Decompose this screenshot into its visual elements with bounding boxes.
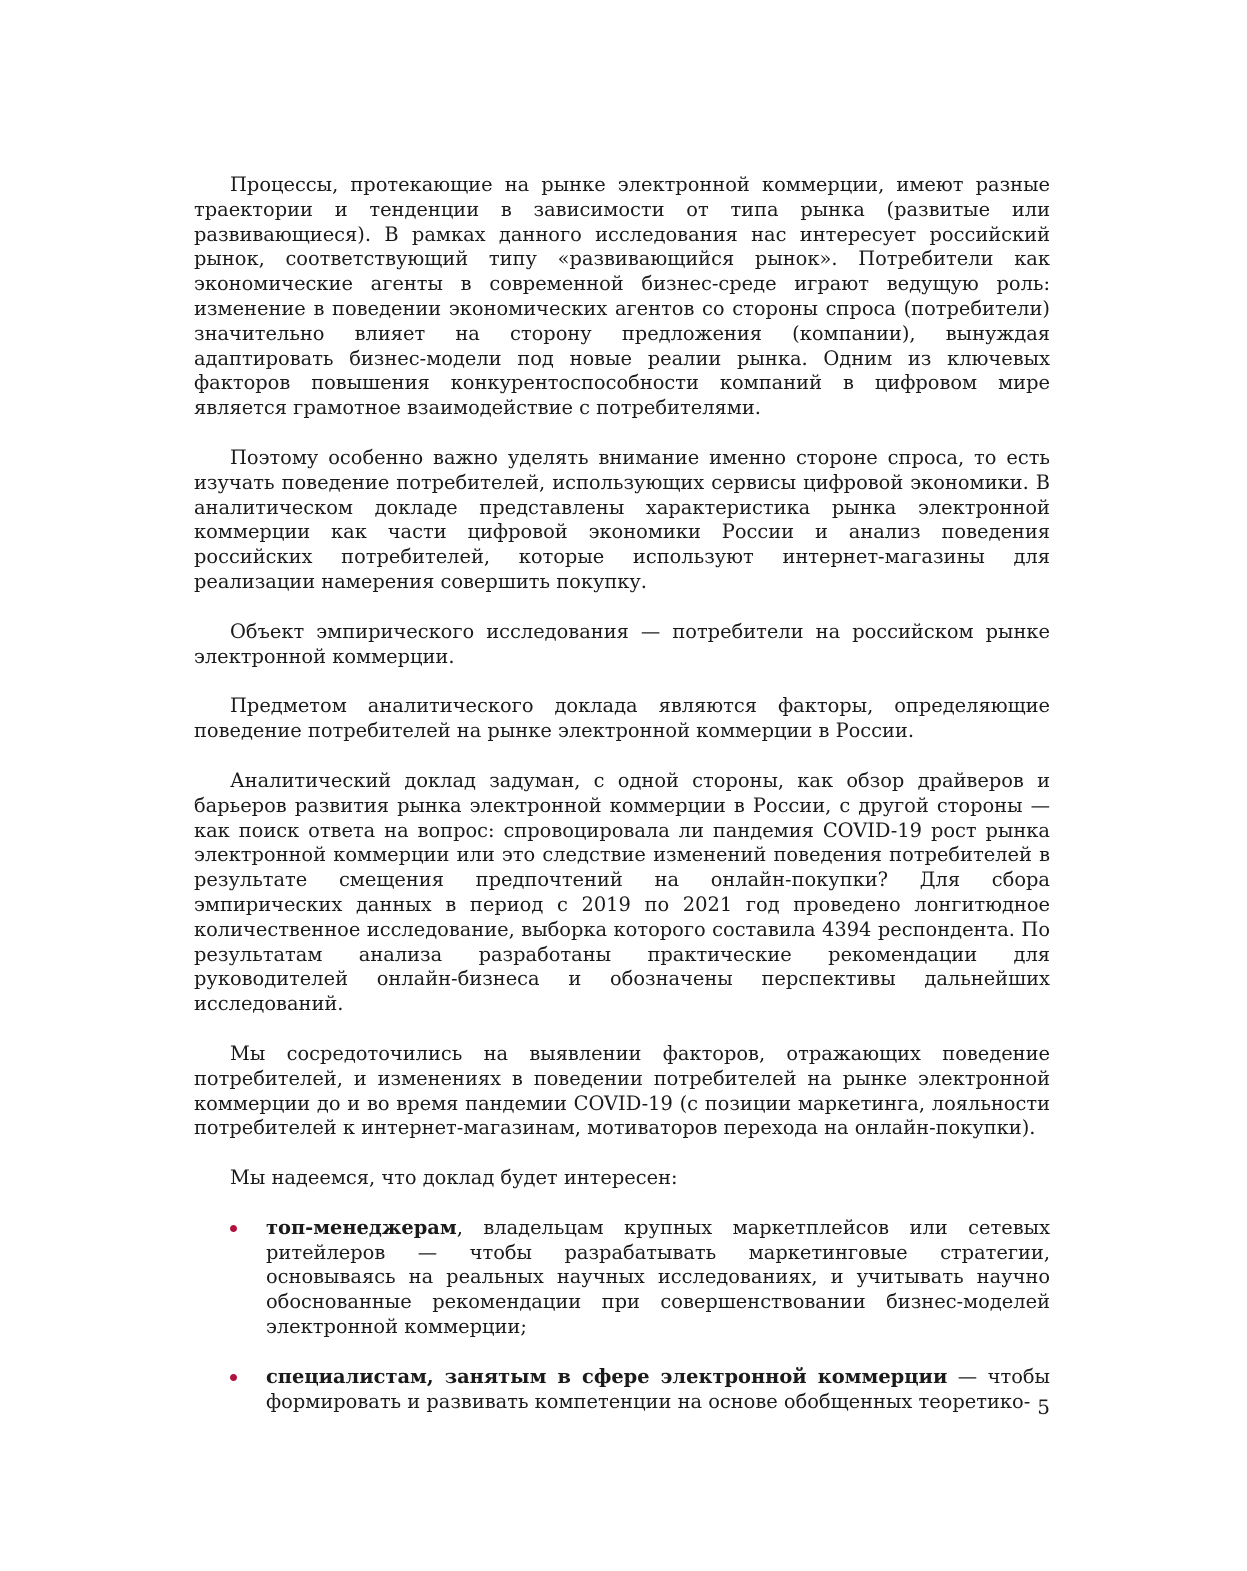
list-item-text: — чтобы формировать и развивать компетенции на основе обобщенных теоретико- — [266, 1364, 1050, 1413]
page-body — [194, 173, 1050, 1439]
bullet-dot-icon — [230, 1374, 237, 1381]
paragraph-intro: Процессы, протекающие на рынке электронной коммерции, имеют разные траектории и тенденции в зависимости от типа рынка (развитые или развивающиеся). В рамках данного исследования нас интересует российский рынок, соответствующий типу «развивающийся рынок». Потребители как экономические агенты в современной бизнес-среде играют ведущую роль: изменение в поведении экономических агентов со стороны спроса (потребители) значительно влияет на сторону предложения (компании), вынуждая адаптировать бизнес-модели под новые реалии рынка. Одним из ключевых факторов повышения конкурентоспособности компаний в цифровом мире является грамотное взаимодействие с потребителями. — [194, 173, 1050, 420]
audience-list — [194, 1216, 1050, 1415]
list-item — [194, 1365, 1050, 1415]
paragraph-report-concept: Аналитический доклад задуман, с одной стороны, как обзор драйверов и барьеров развития рынка электронной коммерции в России, с другой стороны — как поиск ответа на вопрос: спровоцировала ли пандемия COVID-19 рост рынка электронной коммерции или это следствие изменений поведения потребителей в результате смещения предпочтений на онлайн-покупки? Для сбора эмпирических данных в период с 2019 по 2021 год проведено лонгитюдное количественное исследование, выборка которого составила 4394 респондента. По результатам анализа разработаны практические рекомендации для руководителей онлайн-бизнеса и обозначены перспективы дальнейших исследований. — [194, 768, 1050, 1016]
list-item — [194, 1216, 1050, 1340]
paragraph-research-subject: Предметом аналитического доклада являются факторы, определяющие поведение потребителей на рынке электронной коммерции в России. — [194, 694, 1050, 743]
paragraph-demand-side: Поэтому особенно важно уделять внимание именно стороне спроса, то есть изучать поведение потребителей, использующих сервисы цифровой экономики. В аналитическом докладе представлены характеристика рынка электронной коммерции как части цифровой экономики России и анализ поведения российских потребителей, которые используют интернет-магазины для реализации намерения совершить покупку. — [194, 445, 1050, 593]
bullet-dot-icon — [230, 1225, 237, 1232]
paragraph-audience-intro: Мы надеемся, что доклад будет интересен: — [230, 1166, 678, 1190]
paragraph-research-object: Объект эмпирического исследования — потребители на российском рынке электронной коммерции. — [194, 619, 1050, 668]
page-number: 5 — [1037, 1395, 1050, 1419]
list-item-bold: топ-менеджерам — [266, 1215, 457, 1239]
list-item-text: , владельцам крупных маркетплейсов или сетевых ритейлеров — чтобы разрабатывать маркетинговые стратегии, основываясь на реальных научных исследованиях, и учитывать научно обоснованные рекомендации при совершенствовании бизнес-моделей электронной коммерции; — [266, 1215, 1050, 1339]
list-item-bold: специалистам, занятым в сфере электронной коммерции — [266, 1364, 948, 1388]
paragraph-focus: Мы сосредоточились на выявлении факторов, отражающих поведение потребителей, и изменениях в поведении потребителей на рынке электронной коммерции до и во время пандемии COVID-19 (с позиции маркетинга, лояльности потребителей к интернет-магазинам, мотиваторов перехода на онлайн-покупки). — [194, 1041, 1050, 1140]
